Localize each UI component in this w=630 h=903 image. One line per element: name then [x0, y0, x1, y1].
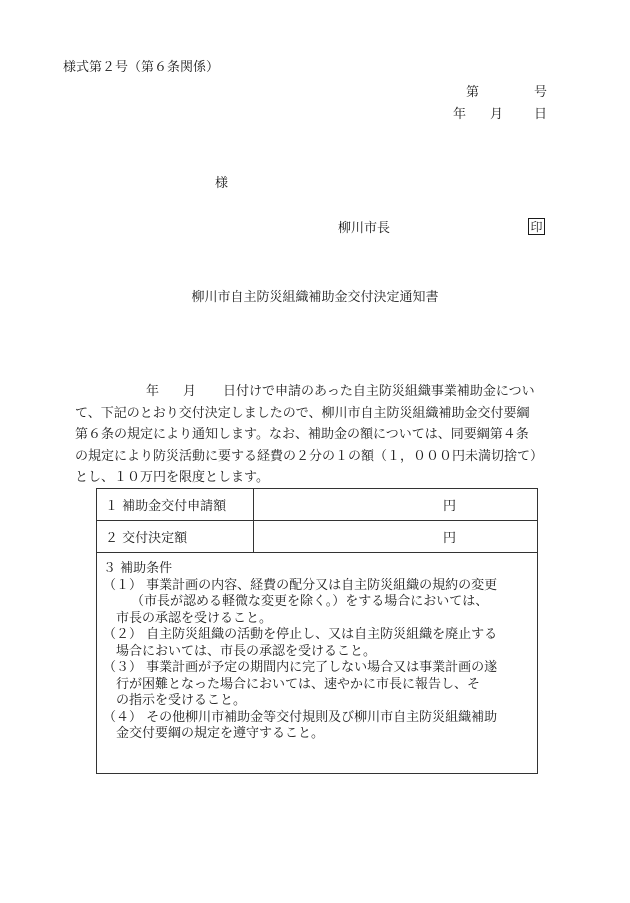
body-line-2: て、下記のとおり交付決定しましたので、柳川市自主防災組織補助金交付要綱	[75, 405, 530, 421]
condition-2-line-2: 場合においては、市長の承認を受けること。	[116, 643, 377, 659]
addressee-honorific: 様	[215, 176, 229, 191]
seal-mark: 印	[528, 218, 545, 235]
date-month-label: 月	[490, 107, 504, 122]
condition-1-line-1: （１） 事業計画の内容、経費の配分又は自主防災組織の規約の変更	[103, 577, 498, 593]
condition-4-line-2: 金交付要綱の規定を遵守すること。	[116, 726, 325, 741]
body-line-1	[75, 381, 545, 403]
condition-3-line-3: の指示を受けること。	[116, 693, 247, 708]
decision-amount-unit: 円	[254, 521, 538, 553]
document-number-prefix: 第	[466, 85, 480, 100]
body-month: 月	[183, 384, 197, 399]
body-line-3: 第６条の規定により通知します。なお、補助金の額については、同要綱第４条	[75, 427, 529, 442]
condition-1-line-2: （市長が認める軽微な変更を除く。）をする場合においては、	[131, 594, 489, 609]
issuer-name: 柳川市長	[338, 221, 391, 236]
date-day-label: 日	[534, 107, 548, 122]
grant-table	[96, 488, 538, 774]
table-row-conditions	[97, 553, 538, 774]
condition-2-line-1: （２） 自主防災組織の活動を停止し、又は自主防災組織を廃止する	[103, 627, 498, 642]
condition-1-line-3: 市長の承認を受けること。	[116, 610, 273, 626]
date-year-label: 年	[453, 107, 467, 122]
body-line-4: の規定により防災活動に要する経費の２分の１の額（１，０００円未満切捨て）	[75, 448, 544, 464]
condition-4-line-1: （４） その他柳川市補助金等交付規則及び柳川市自主防災組織補助	[103, 709, 498, 725]
application-amount-label: １ 補助金交付申請額	[97, 489, 254, 521]
conditions-cell	[97, 553, 538, 774]
body-line-5: とし、１０万円を限度とします。	[75, 470, 269, 485]
condition-3-line-1: （３） 事業計画が予定の期間内に完了しない場合又は事業計画の遂	[103, 660, 498, 675]
table-row-decision-amount	[97, 521, 538, 553]
table-row-application-amount	[97, 489, 538, 521]
notice-body	[75, 381, 545, 489]
document-title: 柳川市自主防災組織補助金交付決定通知書	[191, 290, 439, 305]
condition-3-line-2: 行が困難となった場合においては、速やかに市長に報告し、そ	[116, 676, 481, 692]
document-number-suffix: 号	[534, 85, 548, 100]
body-line-1-text: 日付けで申請のあった自主防災組織事業補助金につい	[223, 384, 535, 399]
form-number-label: 様式第２号（第６条関係）	[63, 60, 220, 75]
application-amount-unit: 円	[254, 489, 538, 521]
conditions-title: ３ 補助条件	[103, 561, 173, 576]
decision-amount-label: ２ 交付決定額	[97, 521, 254, 553]
body-year: 年	[146, 384, 160, 399]
